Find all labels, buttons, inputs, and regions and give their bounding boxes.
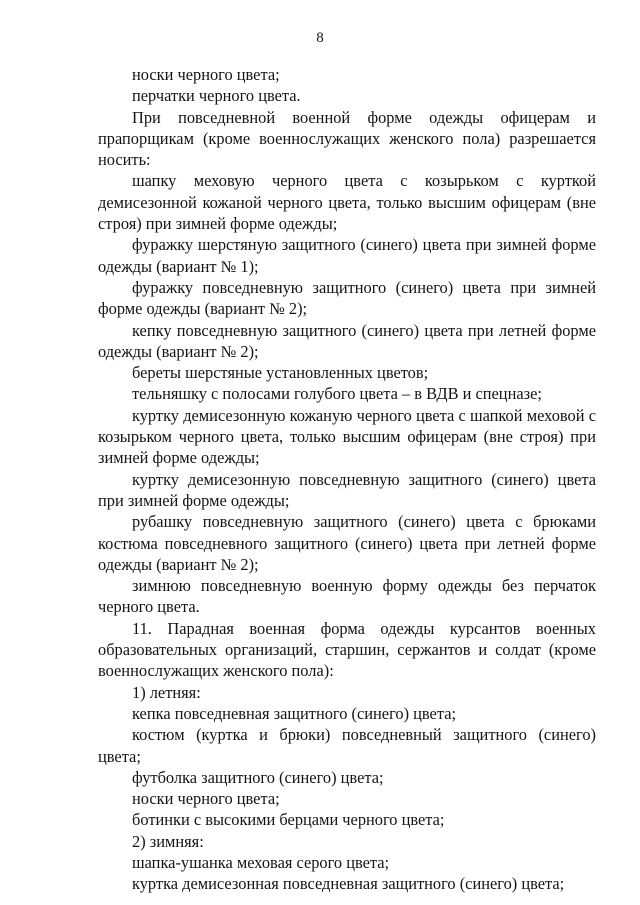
paragraph-summer-cap: кепку повседневную защитного (синего) цвета при летней форме одежды (вариант № 2);: [98, 320, 596, 361]
paragraph-suit-item: костюм (куртка и брюки) повседневный защитного (синего) цвета;: [98, 725, 596, 766]
paragraph-boots-item: ботинки с высокими берцами черного цвета;: [132, 810, 445, 830]
paragraph-winter-uniform: зимнюю повседневную военную форму одежды без перчаток черного цвета.: [98, 576, 596, 617]
document-body: [98, 64, 596, 895]
paragraph-ushanka-item: шапка-ушанка меховая серого цвета;: [132, 852, 390, 872]
page-number: 8: [316, 30, 324, 46]
paragraph-shirt-trousers: рубашку повседневную защитного (синего) цвета с брюками костюма повседневного защитного (синего) цвета при летней форме одежды (вариант № 2);: [98, 512, 596, 574]
paragraph-tshirt-item: футболка защитного (синего) цвета;: [132, 767, 384, 787]
paragraph-demi-jacket: куртку демисезонную повседневную защитного (синего) цвета при зимней форме одежды;: [98, 469, 596, 510]
paragraph-socks-item: носки черного цвета;: [132, 789, 280, 809]
paragraph-section-11: 11. Парадная военная форма одежды курсантов военных образовательных организаций, старшин, сержантов и солдат (кроме военнослужащих женского пола):: [98, 618, 596, 681]
paragraph-winter-heading: 2) зимняя:: [132, 831, 204, 851]
paragraph-jacket-item: куртка демисезонная повседневная защитного (синего) цвета;: [132, 874, 565, 894]
paragraph-summer-heading: 1) летняя:: [132, 682, 201, 702]
paragraph-fur-hat: шапку меховую черного цвета с козырьком с курткой демисезонной кожаной черного цвета, только высшим офицерам (вне строя) при зимней форме одежды;: [98, 171, 596, 234]
paragraph-officers-allowed: При повседневной военной форме одежды офицерам и прапорщикам (кроме военнослужащих женского пола) разрешается носить:: [98, 107, 596, 170]
paragraph-summer-cap-item: кепка повседневная защитного (синего) цвета;: [132, 703, 457, 723]
paragraph-wool-cap: фуражку шерстяную защитного (синего) цвета при зимней форме одежды (вариант № 1);: [98, 235, 596, 276]
paragraph-gloves: перчатки черного цвета.: [132, 86, 301, 106]
paragraph-leather-jacket: куртку демисезонную кожаную черного цвета с шапкой меховой с козырьком черного цвета, только высшим офицерам (вне строя) при зимней форме одежды;: [98, 405, 596, 468]
paragraph-everyday-cap: фуражку повседневную защитного (синего) цвета при зимней форме одежды (вариант № 2);: [98, 277, 596, 319]
paragraph-socks: носки черного цвета;: [132, 65, 280, 84]
paragraph-striped-shirt: тельняшку с полосами голубого цвета – в ВДВ и спецназе;: [132, 384, 542, 404]
paragraph-berets: береты шерстяные установленных цветов;: [132, 363, 429, 383]
